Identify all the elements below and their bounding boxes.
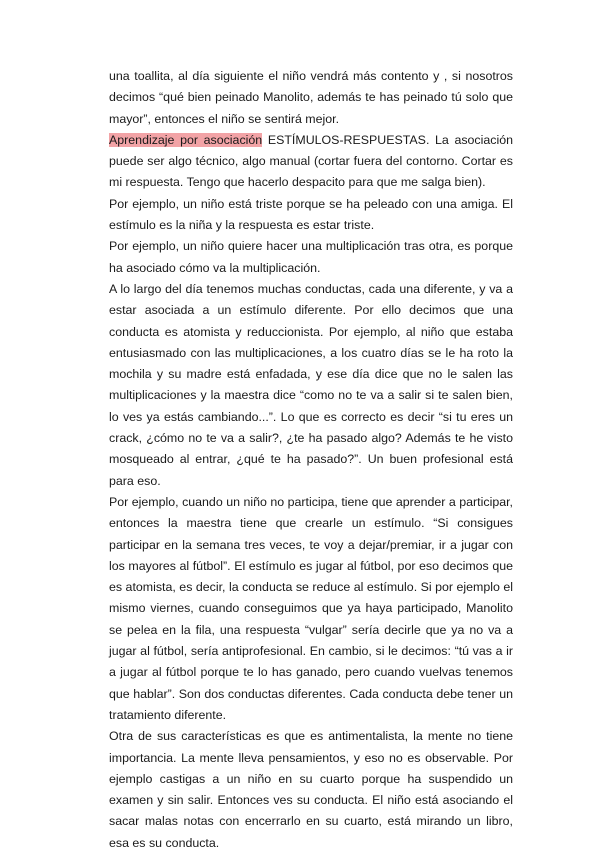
paragraph-2 bbox=[109, 130, 513, 194]
highlighted-heading: Aprendizaje por asociación bbox=[109, 132, 263, 147]
paragraph-6: Por ejemplo, cuando un niño no participa, tiene que aprender a participar, entonces la maestra tiene que crearle un estímulo. “Si consigues participar en la semana tres veces, te voy a dejar/premiar, ir a jugar con los mayores al fútbol”. El estímulo es jugar al fútbol, por eso decimos que es atomista, es decir, la conducta se reduce al estímulo. Si por ejemplo el mismo viernes, cuando conseguimos que ya haya participado, Manolito se pelea en la fila, una respuesta “vulgar” sería decirle que ya no va a jugar al fútbol, sería antiprofesional. En cambio, si le decimos: “tú vas a ir a jugar al fútbol porque te lo has ganado, pero cuando vuelvas tenemos que hablar”. Son dos conductas diferentes. Cada conducta debe tener un tratamiento diferente. bbox=[109, 494, 513, 722]
paragraph-5: A lo largo del día tenemos muchas conductas, cada una diferente, y va a estar asociada a un estímulo diferente. Por ello decimos que una conducta es atomista y reduccionista. Por ejemplo, al niño que estaba entusiasmado con las multiplicaciones, a los cuatro días se le ha roto la mochila y su madre está enfadada, y ese día dice que no le salen las multiplicaciones y la maestra dice “como no te va a salir si te salen bien, lo ves ya estás cambiando...”. Lo que es correcto es decir “si tu eres un crack, ¿cómo no te va a salir?, ¿te ha pasado algo? Además te he visto mosqueado al entrar, ¿qué te ha pasado?”. Un buen profesional está para eso. bbox=[109, 281, 513, 488]
body-text bbox=[109, 66, 513, 854]
paragraph-7: Otra de sus características es que es antimentalista, la mente no tiene importancia. La mente lleva pensamientos, y eso no es observable. Por ejemplo castigas a un niño en su cuarto porque ha suspendido un examen y sin salir. Entonces ves su conducta. El niño está asociando el sacar malas notas con encerrarlo en su cuarto, está mirando un libro, esa es su conducta. bbox=[109, 729, 513, 850]
paragraph-4: Por ejemplo, un niño quiere hacer una multiplicación tras otra, es porque ha asociado cómo va la multiplicación. bbox=[109, 239, 513, 275]
paragraph-2-text: ESTÍMULOS-RESPUESTAS. La asociación puede ser algo técnico, algo manual (cortar fuera del contorno. Cortar es mi respuesta. Tengo que hacerlo despacito para que me salga bien). bbox=[109, 132, 514, 190]
paragraph-3: Por ejemplo, un niño está triste porque se ha peleado con una amiga. El estímulo es la niña y la respuesta es estar triste. bbox=[109, 196, 513, 233]
paragraph-1: una toallita, al día siguiente el niño vendrá más contento y , si nosotros decimos “qué bien peinado Manolito, además te has peinado tú solo que mayor”, entonces el niño se sentirá mejor. bbox=[109, 69, 513, 126]
